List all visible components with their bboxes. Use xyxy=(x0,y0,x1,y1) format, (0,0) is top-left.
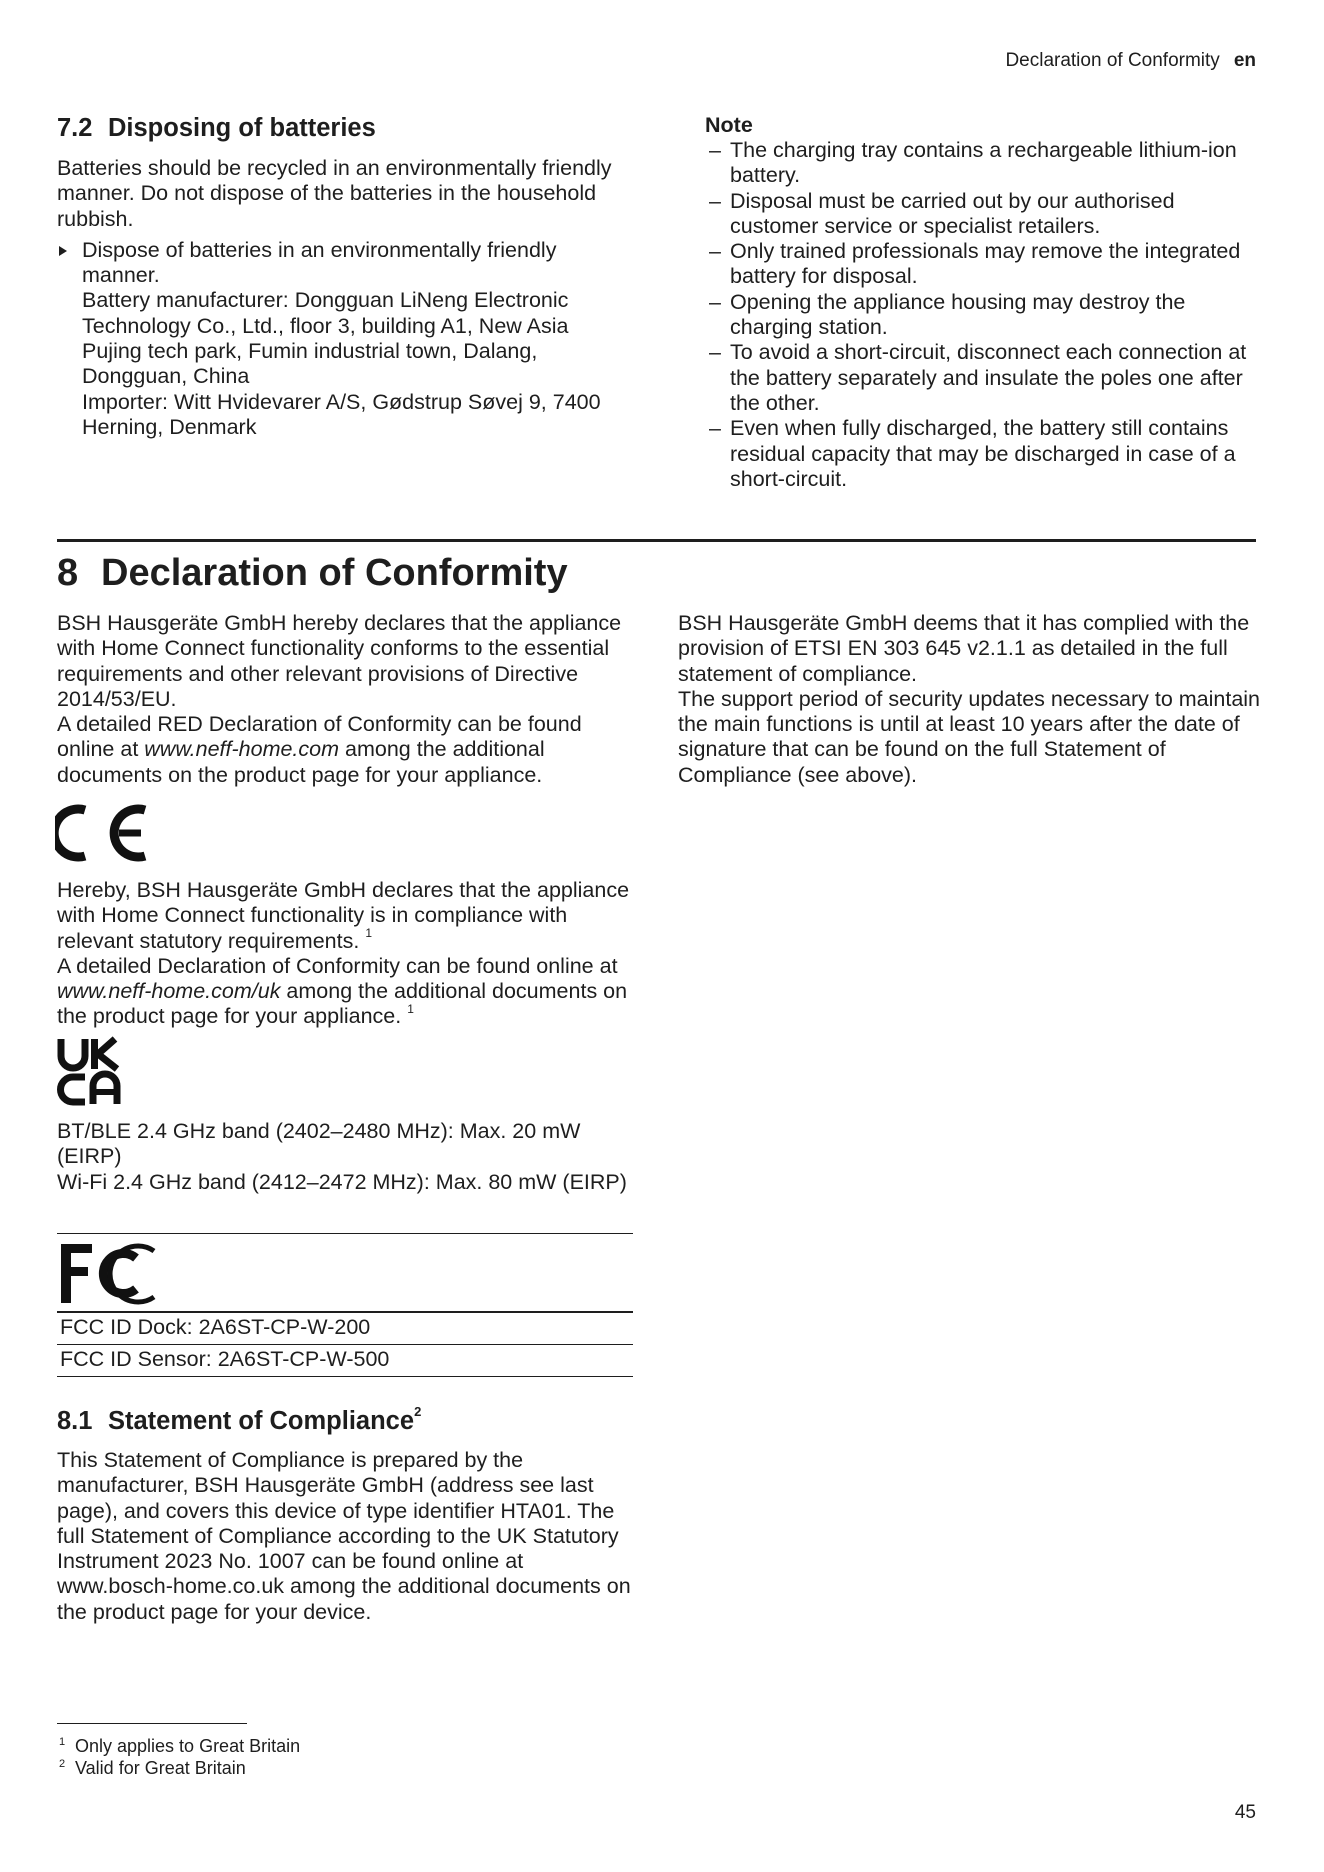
radio-spec-wifi: Wi-Fi 2.4 GHz band (2412–2472 MHz): Max. 80 mW (EIRP) xyxy=(57,1169,627,1194)
section-heading-batteries xyxy=(57,114,376,143)
battery-importer: Importer: Witt Hvidevarer A/S, Gødstrup Søvej 9, 7400 Herning, Denmark xyxy=(82,389,601,439)
footnotes xyxy=(57,1735,300,1779)
note-item: – Opening the appliance housing may destroy the charging station. xyxy=(709,289,1186,340)
radio-spec-bt: BT/BLE 2.4 GHz band (2402–2480 MHz): Max. 20 mW (EIRP) xyxy=(57,1119,581,1169)
ce-mark-logo xyxy=(55,804,155,867)
chapter-rule xyxy=(57,539,1256,542)
compliance-body xyxy=(57,1448,642,1625)
conformity-left-text xyxy=(57,611,642,788)
header-language: en xyxy=(1233,50,1256,71)
chapter-number: 8 xyxy=(57,552,79,594)
note-title: Note xyxy=(705,113,753,137)
section-title: Statement of Compliance xyxy=(108,1407,415,1435)
note-box xyxy=(705,113,1265,492)
fcc-rule-bottom xyxy=(57,1376,633,1377)
fcc-id-dock: FCC ID Dock: 2A6ST-CP-W-200 xyxy=(60,1315,371,1339)
note-item: – The charging tray contains a rechargeable lithium-ion battery. xyxy=(709,138,1237,188)
footnote-ref: 1 xyxy=(365,926,373,941)
fcc-id-sensor: FCC ID Sensor: 2A6ST-CP-W-500 xyxy=(60,1347,390,1371)
ukca-mark-logo xyxy=(57,1036,123,1111)
conformity-right-text xyxy=(678,611,1263,788)
fcc-rule-top xyxy=(57,1233,633,1234)
compliance-text: This Statement of Compliance is prepared by the manufacturer, BSH Hausgeräte GmbH (address see last page), and covers this device of type identifier HTA01. The full Statement of Compliance according to the UK Statutory Instrument 2023 No. 1007 can be found online at www.bosch-home.co.uk among the additional documents on the product page for your device. xyxy=(57,1448,631,1624)
conformity-para-2: A detailed RED Declaration of Conformity can be found online at www.neff-home.com among the additional documents on the product page for your appliance. xyxy=(57,712,582,787)
note-item: – Only trained professionals may remove the integrated battery for disposal. xyxy=(709,239,1241,289)
running-header xyxy=(1005,50,1256,72)
note-item: – Disposal must be carried out by our authorised customer service or specialist retailers. xyxy=(709,188,1175,238)
conformity-uk-text xyxy=(57,878,642,1030)
note-item: – To avoid a short-circuit, disconnect each connection at the battery separately and insulate the poles one after the other. xyxy=(709,340,1247,415)
neff-home-link[interactable]: www.neff-home.com xyxy=(144,737,340,762)
footnote-ref: 1 xyxy=(407,1002,414,1017)
chapter-title: Declaration of Conformity xyxy=(101,552,568,594)
etsi-statement: BSH Hausgeräte GmbH deems that it has complied with the provision of ETSI EN 303 645 v2.1.1 as detailed in the full statement of compliance. xyxy=(678,611,1250,686)
footnote-ref: 2 xyxy=(414,1403,422,1419)
section-title: Disposing of batteries xyxy=(108,114,376,142)
page-number: 45 xyxy=(1234,1802,1256,1823)
footnote-rule xyxy=(57,1723,247,1724)
chapter-heading-conformity xyxy=(57,552,568,595)
conformity-para-4: A detailed Declaration of Conformity can be found online at www.neff-home.com/uk among the additional documents on the product page for your appliance. $^1$ xyxy=(57,953,628,1029)
conformity-para-3: Hereby, BSH Hausgeräte GmbH declares that the appliance with Home Connect functionality is in compliance with relevant statutory requirements. $^1$ xyxy=(57,878,630,953)
section-number: 7.2 xyxy=(57,114,93,142)
footnote-2: 2 Valid for Great Britain xyxy=(59,1758,246,1778)
header-section-title: Declaration of Conformity xyxy=(1005,50,1220,71)
footnote-1: 1 Only applies to Great Britain xyxy=(59,1736,301,1756)
conformity-para-1: BSH Hausgeräte GmbH hereby declares that the appliance with Home Connect functionality conforms to the essential requirements and other relevant provisions of Directive 2014/53/EU. xyxy=(57,611,622,711)
batteries-bullet-text: Dispose of batteries in an environmentally friendly manner. xyxy=(82,237,557,288)
note-list xyxy=(705,138,1265,492)
section-heading-compliance xyxy=(57,1403,422,1436)
fcc-logo xyxy=(58,1241,160,1310)
triangle-bullet-icon xyxy=(59,246,67,256)
section-number: 8.1 xyxy=(57,1407,93,1435)
batteries-bullet xyxy=(57,238,627,440)
battery-manufacturer: Battery manufacturer: Dongguan LiNeng Electronic Technology Co., Ltd., floor 3, building A1, New Asia Pujing tech park, Fumin industrial town, Dalang, Dongguan, China xyxy=(82,288,569,389)
security-updates-statement: The support period of security updates necessary to maintain the main functions is until at least 10 years after the date of signature that can be found on the full Statement of Compliance (see above). xyxy=(678,686,1261,787)
note-item: – Even when fully discharged, the battery still contains residual capacity that may be discharged in case of a short-circuit. xyxy=(709,416,1236,491)
radio-specs xyxy=(57,1119,642,1195)
neff-home-uk-link[interactable]: www.neff-home.com/uk xyxy=(57,979,281,1004)
batteries-body xyxy=(57,156,627,440)
batteries-intro: Batteries should be recycled in an environmentally friendly manner. Do not dispose of the batteries in the household rubbish. xyxy=(57,156,612,231)
